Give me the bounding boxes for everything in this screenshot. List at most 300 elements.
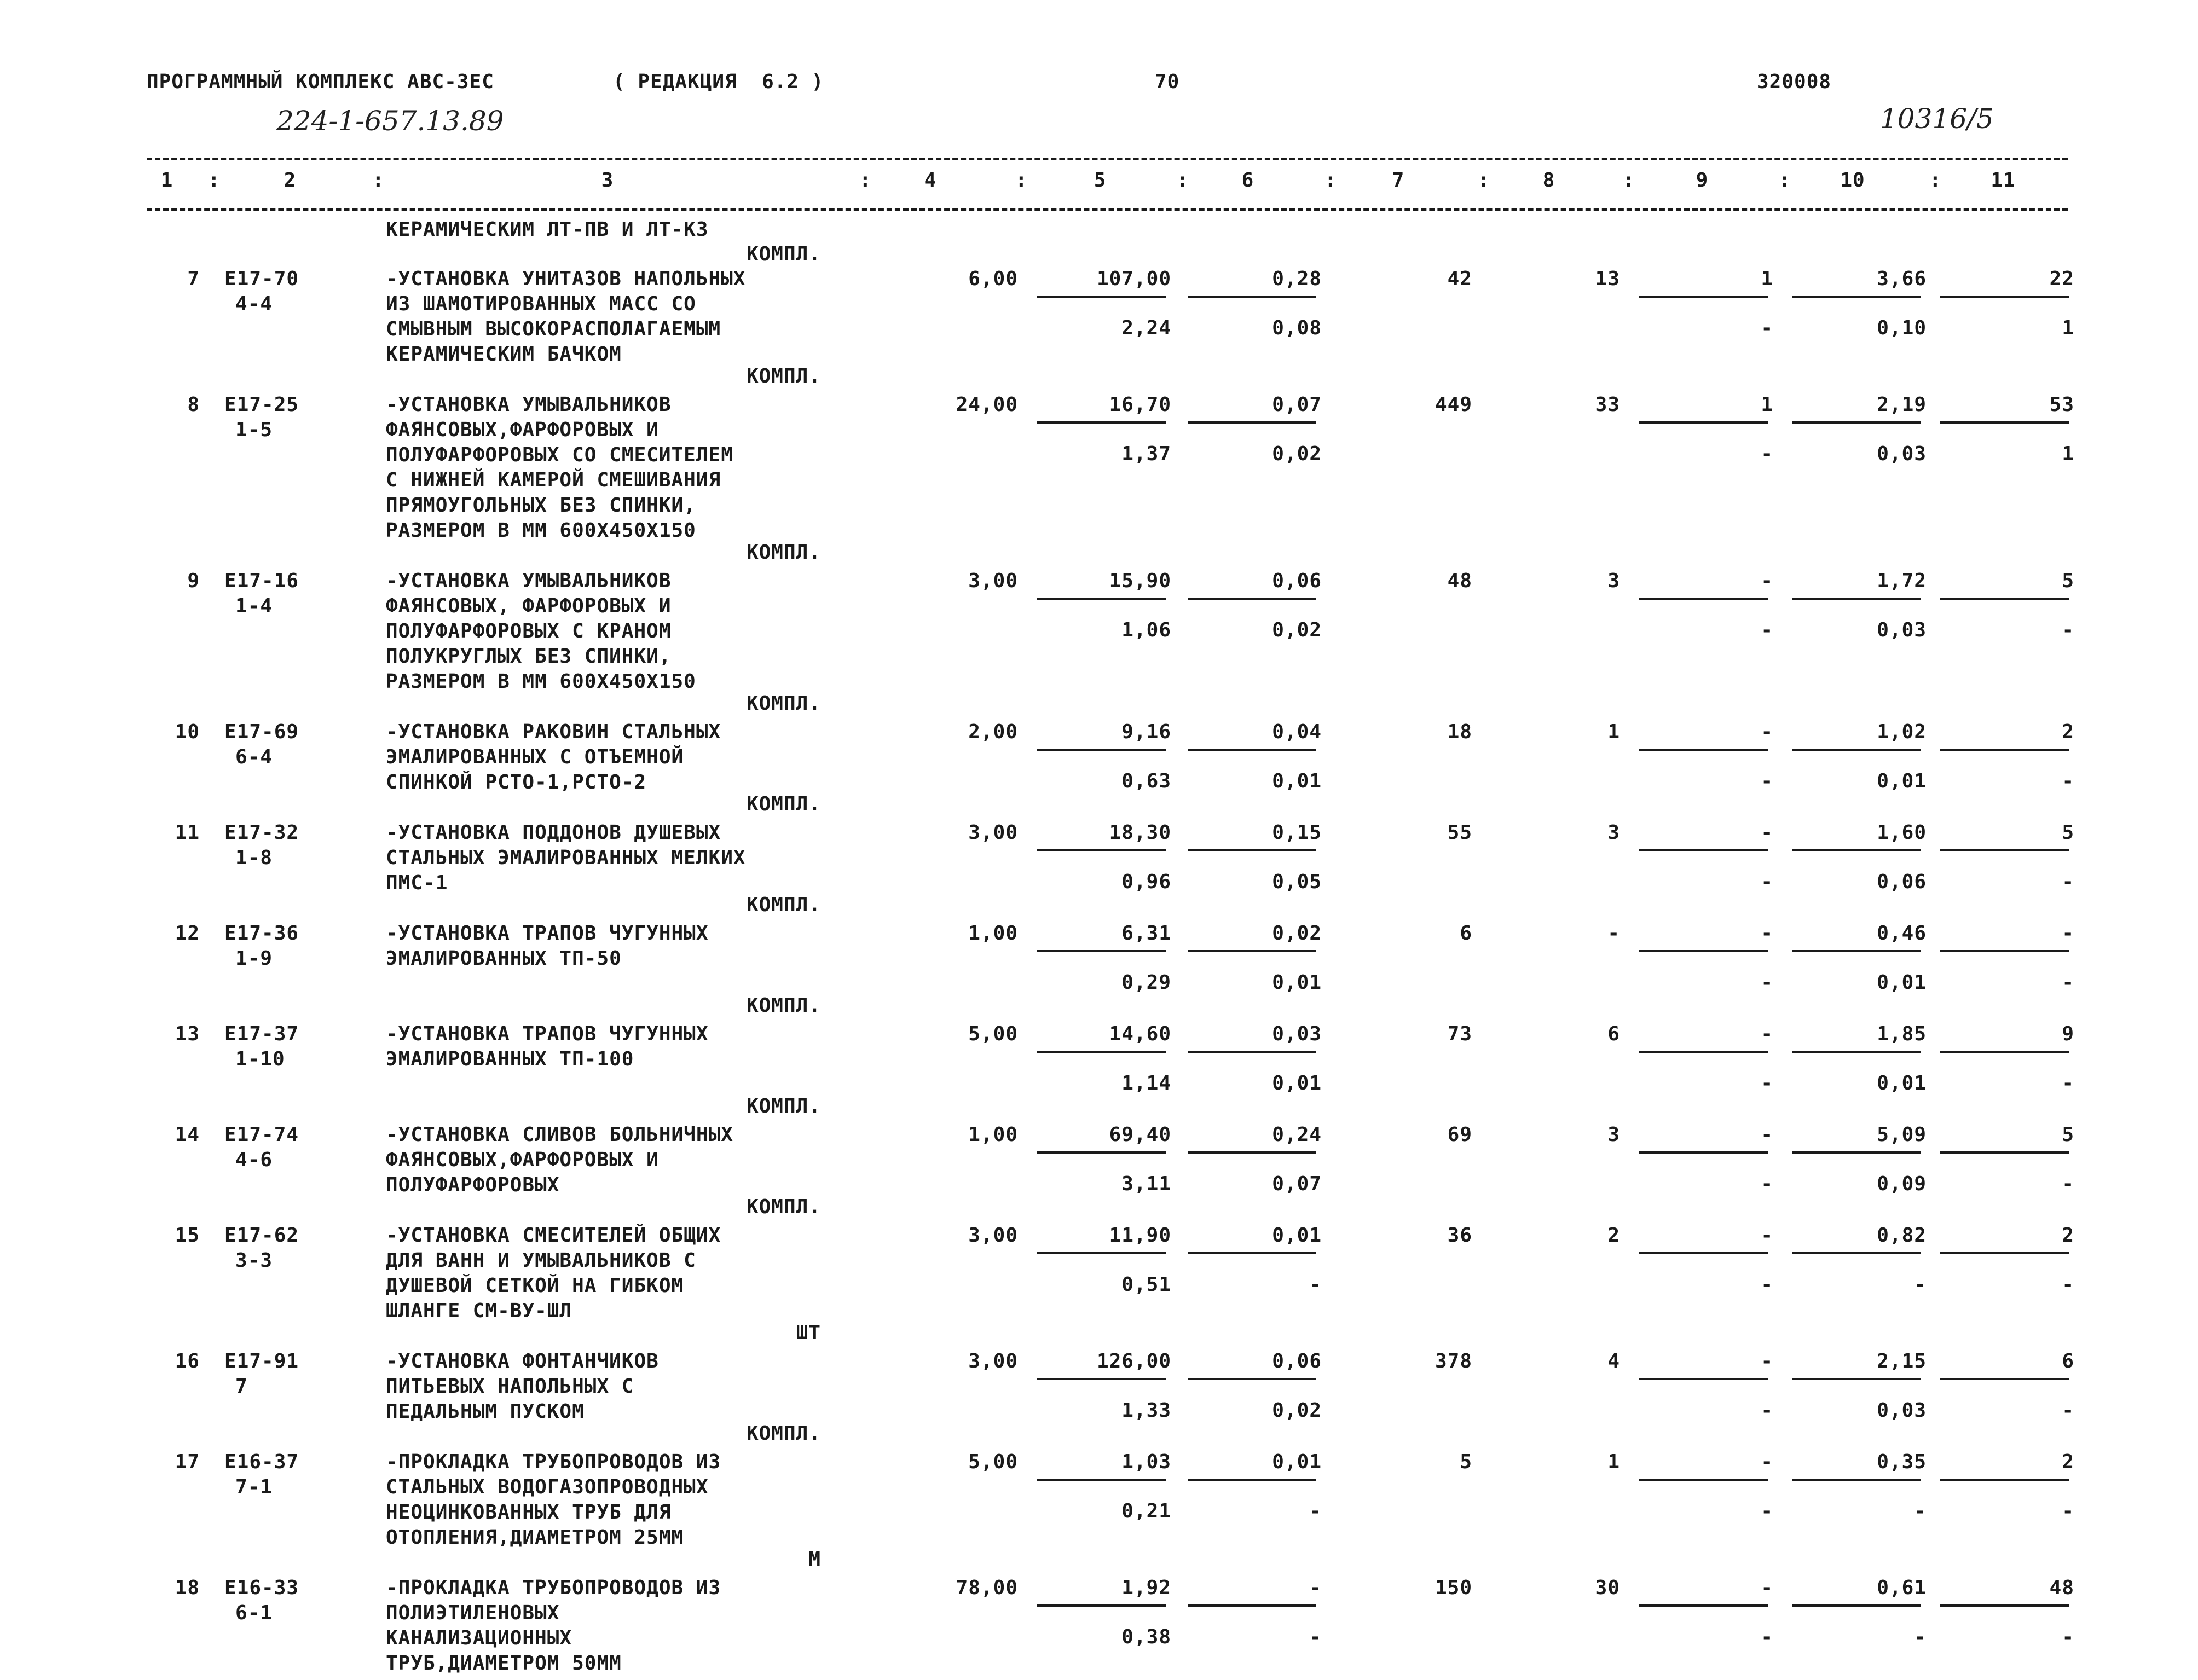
value-col-10-lower: 0,03 (1877, 619, 1927, 641)
value-col-9: - (1761, 1577, 1773, 1599)
value-col-8: 1 (1607, 721, 1620, 743)
unit-of-measure: КОМПЛ. (746, 365, 821, 387)
rate-subcode: 6-1 (235, 1602, 273, 1624)
column-header-5: 5 (1094, 169, 1107, 192)
value-col-7: 48 (1447, 570, 1472, 592)
value-col-7: 18 (1447, 721, 1472, 743)
fraction-bar-c9 (1639, 1479, 1768, 1481)
value-col-7: 73 (1447, 1023, 1472, 1045)
unit-of-measure: КОМПЛ. (746, 1095, 821, 1117)
rate-code: Е17-91 (224, 1350, 299, 1372)
work-description-line: СТАЛЬНЫХ ЭМАЛИРОВАННЫХ МЕЛКИХ (386, 847, 746, 869)
value-col-10-lower: 0,01 (1877, 770, 1927, 792)
value-col-7: 378 (1435, 1350, 1472, 1372)
value-col-10: 0,46 (1877, 922, 1927, 945)
value-col-11: 53 (2049, 393, 2074, 416)
value-col-11-lower: - (2062, 1173, 2074, 1195)
column-header-2: 2 (284, 169, 297, 192)
work-description-line: -УСТАНОВКА УМЫВАЛЬНИКОВ (386, 393, 672, 416)
work-description-line: -ПРОКЛАДКА ТРУБОПРОВОДОВ ИЗ (386, 1577, 721, 1599)
column-separator: : (1929, 169, 1942, 192)
fraction-bar-c5 (1037, 950, 1166, 952)
fraction-bar-c5 (1037, 1151, 1166, 1154)
value-col-6-lower: 0,02 (1272, 1399, 1322, 1422)
value-col-11: 5 (2062, 570, 2074, 592)
fraction-bar-c5 (1037, 1378, 1166, 1380)
value-col-8: 3 (1607, 570, 1620, 592)
value-col-11: 9 (2062, 1023, 2074, 1045)
rate-subcode: 1-5 (235, 419, 273, 441)
fraction-bar-c5 (1037, 849, 1166, 851)
value-col-5-lower: 1,14 (1121, 1072, 1171, 1094)
value-col-8: - (1607, 922, 1620, 945)
work-description-line: СТАЛЬНЫХ ВОДОГАЗОПРОВОДНЫХ (386, 1476, 709, 1498)
fraction-bar-c9 (1639, 421, 1768, 424)
value-col-5-lower: 1,37 (1121, 443, 1171, 465)
work-description-line: РАЗМЕРОМ В ММ 600Х450Х150 (386, 670, 696, 693)
fraction-bar-c5 (1037, 1252, 1166, 1254)
value-col-11-lower: 1 (2062, 317, 2074, 339)
value-col-5: 6,31 (1121, 922, 1171, 945)
value-col-11-lower: - (2062, 1626, 2074, 1648)
value-col-10-lower: - (1914, 1273, 1927, 1296)
item-number: 18 (175, 1577, 200, 1599)
value-col-6-lower: - (1309, 1626, 1322, 1648)
column-separator: : (859, 169, 872, 192)
value-col-9-lower: - (1761, 1173, 1773, 1195)
fraction-bar-c6 (1188, 1151, 1316, 1154)
fraction-bar-c5 (1037, 1604, 1166, 1607)
value-col-11: 2 (2062, 1224, 2074, 1247)
value-col-9: 1 (1761, 268, 1773, 290)
value-col-9: - (1761, 1451, 1773, 1473)
header-rule-top (147, 158, 2068, 160)
fraction-bar-c9 (1639, 1252, 1768, 1254)
rate-code: Е17-70 (224, 268, 299, 290)
fraction-bar-c11 (1940, 749, 2069, 751)
value-col-11-lower: - (2062, 770, 2074, 792)
fraction-bar-c10 (1792, 950, 1921, 952)
value-col-6-lower: - (1309, 1273, 1322, 1296)
value-col-6: - (1309, 1577, 1322, 1599)
value-col-6-lower: 0,01 (1272, 1072, 1322, 1094)
value-col-8: 3 (1607, 1123, 1620, 1146)
fraction-bar-c11 (1940, 1378, 2069, 1380)
fraction-bar-c9 (1639, 296, 1768, 298)
work-description-line: ФАЯНСОВЫХ, ФАРФОРОВЫХ И (386, 595, 672, 617)
column-header-3: 3 (601, 169, 614, 192)
value-col-6-lower: 0,01 (1272, 770, 1322, 792)
value-col-10: 5,09 (1877, 1123, 1927, 1146)
value-col-8: 3 (1607, 821, 1620, 844)
item-number: 8 (187, 393, 200, 416)
value-col-5: 11,90 (1109, 1224, 1171, 1247)
column-separator: : (1177, 169, 1189, 192)
value-col-6: 0,02 (1272, 922, 1322, 945)
fraction-bar-c10 (1792, 598, 1921, 600)
fraction-bar-c10 (1792, 1151, 1921, 1154)
prev-item-tail-text: КЕРАМИЧЕСКИМ ЛТ-ПВ И ЛТ-КЗ (386, 218, 709, 241)
fraction-bar-c9 (1639, 1378, 1768, 1380)
value-col-11: 5 (2062, 1123, 2074, 1146)
item-number: 16 (175, 1350, 200, 1372)
work-description-line: -УСТАНОВКА СЛИВОВ БОЛЬНИЧНЫХ (386, 1123, 733, 1146)
value-col-11-lower: - (2062, 619, 2074, 641)
value-col-9-lower: - (1761, 1399, 1773, 1422)
fraction-bar-c6 (1188, 749, 1316, 751)
value-col-6: 0,01 (1272, 1224, 1322, 1247)
value-col-10: 1,60 (1877, 821, 1927, 844)
value-col-9-lower: - (1761, 619, 1773, 641)
column-separator: : (1324, 169, 1337, 192)
value-col-6-lower: - (1309, 1500, 1322, 1522)
rate-subcode: 1-9 (235, 947, 273, 970)
value-col-10-lower: 0,06 (1877, 871, 1927, 893)
fraction-bar-c10 (1792, 421, 1921, 424)
fraction-bar-c6 (1188, 296, 1316, 298)
item-number: 7 (187, 268, 200, 290)
fraction-bar-c5 (1037, 749, 1166, 751)
value-col-6: 0,03 (1272, 1023, 1322, 1045)
rate-code: Е17-69 (224, 721, 299, 743)
fraction-bar-c11 (1940, 1051, 2069, 1053)
work-description-line: -УСТАНОВКА ТРАПОВ ЧУГУННЫХ (386, 922, 709, 945)
column-separator: : (372, 169, 385, 192)
value-col-9: - (1761, 1350, 1773, 1372)
rate-code: Е17-25 (224, 393, 299, 416)
item-number: 13 (175, 1023, 200, 1045)
value-col-11: 2 (2062, 1451, 2074, 1473)
value-col-10-lower: 0,01 (1877, 1072, 1927, 1094)
work-description-line: ПРЯМОУГОЛЬНЫХ БЕЗ СПИНКИ, (386, 494, 696, 517)
value-col-8: 1 (1607, 1451, 1620, 1473)
value-col-4: 24,00 (956, 393, 1018, 416)
fraction-bar-c6 (1188, 849, 1316, 851)
value-col-10-lower: 0,03 (1877, 443, 1927, 465)
value-col-4: 1,00 (968, 1123, 1018, 1146)
fraction-bar-c11 (1940, 1604, 2069, 1607)
value-col-7: 150 (1435, 1577, 1472, 1599)
value-col-10-lower: 0,09 (1877, 1173, 1927, 1195)
unit-of-measure: КОМПЛ. (746, 1422, 821, 1445)
fraction-bar-c6 (1188, 950, 1316, 952)
value-col-7: 55 (1447, 821, 1472, 844)
rate-code: Е16-37 (224, 1451, 299, 1473)
value-col-7: 42 (1447, 268, 1472, 290)
value-col-11-lower: - (2062, 1273, 2074, 1296)
value-col-5: 16,70 (1109, 393, 1171, 416)
value-col-11: 48 (2049, 1577, 2074, 1599)
work-description-line: ШЛАНГЕ СМ-ВУ-ШЛ (386, 1300, 572, 1322)
fraction-bar-c6 (1188, 1479, 1316, 1481)
work-description-line: КЕРАМИЧЕСКИМ БАЧКОМ (386, 343, 622, 366)
value-col-9: - (1761, 922, 1773, 945)
value-col-6: 0,07 (1272, 393, 1322, 416)
work-description-line: ДЛЯ ВАНН И УМЫВАЛЬНИКОВ С (386, 1249, 696, 1272)
rate-subcode: 4-4 (235, 293, 273, 315)
work-description-line: НЕОЦИНКОВАННЫХ ТРУБ ДЛЯ (386, 1501, 672, 1523)
item-number: 15 (175, 1224, 200, 1247)
fraction-bar-c10 (1792, 1051, 1921, 1053)
rate-subcode: 1-8 (235, 847, 273, 869)
work-description-line: -ПРОКЛАДКА ТРУБОПРОВОДОВ ИЗ (386, 1451, 721, 1473)
item-number: 10 (175, 721, 200, 743)
value-col-10: 0,82 (1877, 1224, 1927, 1247)
work-description-line: -УСТАНОВКА УНИТАЗОВ НАПОЛЬНЫХ (386, 268, 746, 290)
rate-subcode: 3-3 (235, 1249, 273, 1272)
fraction-bar-c10 (1792, 749, 1921, 751)
value-col-5: 1,03 (1121, 1451, 1171, 1473)
work-description-line: ПИТЬЕВЫХ НАПОЛЬНЫХ С (386, 1375, 634, 1398)
value-col-10-lower: - (1914, 1626, 1927, 1648)
unit-of-measure: М (808, 1548, 821, 1571)
value-col-5-lower: 2,24 (1121, 317, 1171, 339)
fraction-bar-c11 (1940, 1252, 2069, 1254)
value-col-9-lower: - (1761, 1626, 1773, 1648)
fraction-bar-c5 (1037, 1479, 1166, 1481)
work-description-line: ИЗ ШАМОТИРОВАННЫХ МАСС СО (386, 293, 696, 315)
fraction-bar-c10 (1792, 1479, 1921, 1481)
value-col-10: 1,85 (1877, 1023, 1927, 1045)
item-number: 12 (175, 922, 200, 945)
header-rule-bottom (147, 208, 2068, 211)
value-col-6-lower: 0,02 (1272, 619, 1322, 641)
value-col-5-lower: 0,96 (1121, 871, 1171, 893)
rate-subcode: 7-1 (235, 1476, 273, 1498)
work-description-line: -УСТАНОВКА ПОДДОНОВ ДУШЕВЫХ (386, 821, 721, 844)
work-description-line: ТРУБ,ДИАМЕТРОМ 50ММ (386, 1652, 622, 1675)
value-col-9: - (1761, 821, 1773, 844)
fraction-bar-c11 (1940, 598, 2069, 600)
value-col-8: 2 (1607, 1224, 1620, 1247)
fraction-bar-c9 (1639, 1151, 1768, 1154)
value-col-6: 0,04 (1272, 721, 1322, 743)
column-header-9: 9 (1696, 169, 1709, 192)
fraction-bar-c10 (1792, 849, 1921, 851)
column-header-4: 4 (924, 169, 937, 192)
value-col-11-lower: - (2062, 1072, 2074, 1094)
column-header-7: 7 (1392, 169, 1405, 192)
value-col-9-lower: - (1761, 443, 1773, 465)
fraction-bar-c9 (1639, 1604, 1768, 1607)
column-separator: : (1779, 169, 1791, 192)
value-col-11: 6 (2062, 1350, 2074, 1372)
work-description-line: ПЕДАЛЬНЫМ ПУСКОМ (386, 1400, 585, 1423)
value-col-5: 14,60 (1109, 1023, 1171, 1045)
value-col-6-lower: 0,05 (1272, 871, 1322, 893)
fraction-bar-c11 (1940, 950, 2069, 952)
value-col-8: 30 (1595, 1577, 1620, 1599)
value-col-6: 0,06 (1272, 570, 1322, 592)
rate-code: Е16-33 (224, 1577, 299, 1599)
value-col-10-lower: 0,03 (1877, 1399, 1927, 1422)
value-col-5-lower: 1,06 (1121, 619, 1171, 641)
value-col-5: 69,40 (1109, 1123, 1171, 1146)
value-col-9-lower: - (1761, 1273, 1773, 1296)
value-col-5-lower: 0,21 (1121, 1500, 1171, 1522)
value-col-5-lower: 0,63 (1121, 770, 1171, 792)
value-col-4: 5,00 (968, 1451, 1018, 1473)
value-col-5: 1,92 (1121, 1577, 1171, 1599)
value-col-6: 0,06 (1272, 1350, 1322, 1372)
handwritten-doc-ref: 224-1-657.13.89 (276, 105, 504, 137)
value-col-4: 2,00 (968, 721, 1018, 743)
fraction-bar-c5 (1037, 421, 1166, 424)
work-description-line: СМЫВНЫМ ВЫСОКОРАСПОЛАГАЕМЫМ (386, 318, 721, 340)
report-code: 320008 (1757, 71, 1832, 93)
work-description-line: КАНАЛИЗАЦИОННЫХ (386, 1627, 572, 1649)
work-description-line: РАЗМЕРОМ В ММ 600Х450Х150 (386, 519, 696, 542)
value-col-11-lower: - (2062, 1399, 2074, 1422)
work-description-line: ПОЛУФАРФОРОВЫХ С КРАНОМ (386, 620, 672, 642)
value-col-5: 107,00 (1096, 268, 1171, 290)
value-col-4: 1,00 (968, 922, 1018, 945)
column-header-1: 1 (160, 169, 173, 192)
fraction-bar-c10 (1792, 1252, 1921, 1254)
value-col-11-lower: - (2062, 1500, 2074, 1522)
value-col-7: 6 (1460, 922, 1472, 945)
fraction-bar-c6 (1188, 1604, 1316, 1607)
value-col-11: 22 (2049, 268, 2074, 290)
value-col-9: - (1761, 570, 1773, 592)
value-col-10-lower: 0,10 (1877, 317, 1927, 339)
rate-subcode: 6-4 (235, 746, 273, 768)
unit-of-measure: КОМПЛ. (746, 541, 821, 564)
work-description-line: ПОЛУФАРФОРОВЫХ СО СМЕСИТЕЛЕМ (386, 444, 733, 466)
value-col-6: 0,24 (1272, 1123, 1322, 1146)
value-col-10: 0,35 (1877, 1451, 1927, 1473)
value-col-9-lower: - (1761, 1072, 1773, 1094)
work-description-line: -УСТАНОВКА СМЕСИТЕЛЕЙ ОБЩИХ (386, 1224, 721, 1247)
rate-code: Е17-16 (224, 570, 299, 592)
fraction-bar-c6 (1188, 598, 1316, 600)
work-description-line: ЭМАЛИРОВАННЫХ С ОТЪЕМНОЙ (386, 746, 684, 768)
column-header-11: 11 (1991, 169, 2016, 192)
rate-subcode: 1-4 (235, 595, 273, 617)
column-separator: : (208, 169, 221, 192)
value-col-10: 2,15 (1877, 1350, 1927, 1372)
unit-of-measure: КОМПЛ. (746, 692, 821, 715)
value-col-7: 36 (1447, 1224, 1472, 1247)
value-col-9: - (1761, 1123, 1773, 1146)
work-description-line: СПИНКОЙ РСТО-1,РСТО-2 (386, 771, 647, 793)
unit-of-measure: КОМПЛ. (746, 894, 821, 916)
value-col-6: 0,01 (1272, 1451, 1322, 1473)
item-number: 9 (187, 570, 200, 592)
fraction-bar-c11 (1940, 849, 2069, 851)
work-description-line: ЭМАЛИРОВАННЫХ ТП-100 (386, 1048, 634, 1070)
column-header-6: 6 (1241, 169, 1254, 192)
rate-code: Е17-36 (224, 922, 299, 945)
value-col-5-lower: 0,29 (1121, 971, 1171, 994)
value-col-6-lower: 0,08 (1272, 317, 1322, 339)
item-number: 11 (175, 821, 200, 844)
value-col-10-lower: - (1914, 1500, 1927, 1522)
fraction-bar-c11 (1940, 421, 2069, 424)
value-col-4: 3,00 (968, 821, 1018, 844)
value-col-4: 3,00 (968, 1224, 1018, 1247)
value-col-4: 3,00 (968, 1350, 1018, 1372)
value-col-8: 13 (1595, 268, 1620, 290)
column-separator: : (1015, 169, 1028, 192)
value-col-9: 1 (1761, 393, 1773, 416)
value-col-7: 69 (1447, 1123, 1472, 1146)
value-col-10-lower: 0,01 (1877, 971, 1927, 994)
value-col-4: 3,00 (968, 570, 1018, 592)
value-col-4: 6,00 (968, 268, 1018, 290)
fraction-bar-c5 (1037, 1051, 1166, 1053)
value-col-11: 2 (2062, 721, 2074, 743)
unit-of-measure: ШТ (796, 1322, 821, 1344)
item-number: 14 (175, 1123, 200, 1146)
value-col-5: 126,00 (1096, 1350, 1171, 1372)
fraction-bar-c6 (1188, 1252, 1316, 1254)
work-description-line: -УСТАНОВКА УМЫВАЛЬНИКОВ (386, 570, 672, 592)
value-col-10: 3,66 (1877, 268, 1927, 290)
value-col-8: 6 (1607, 1023, 1620, 1045)
value-col-6-lower: 0,02 (1272, 443, 1322, 465)
fraction-bar-c9 (1639, 749, 1768, 751)
fraction-bar-c11 (1940, 1151, 2069, 1154)
value-col-9-lower: - (1761, 770, 1773, 792)
value-col-10: 2,19 (1877, 393, 1927, 416)
value-col-9: - (1761, 1224, 1773, 1247)
page-number: 70 (1155, 71, 1180, 93)
value-col-6-lower: 0,07 (1272, 1173, 1322, 1195)
work-description-line: ДУШЕВОЙ СЕТКОЙ НА ГИБКОМ (386, 1275, 684, 1297)
value-col-4: 78,00 (956, 1577, 1018, 1599)
fraction-bar-c6 (1188, 1378, 1316, 1380)
work-description-line: -УСТАНОВКА ТРАПОВ ЧУГУННЫХ (386, 1023, 709, 1045)
program-name: ПРОГРАММНЫЙ КОМПЛЕКС АВС-3ЕС (147, 71, 494, 93)
fraction-bar-c5 (1037, 598, 1166, 600)
value-col-5-lower: 3,11 (1121, 1173, 1171, 1195)
value-col-9-lower: - (1761, 317, 1773, 339)
fraction-bar-c9 (1639, 950, 1768, 952)
value-col-5-lower: 0,51 (1121, 1273, 1171, 1296)
unit-of-measure: КОМПЛ. (746, 994, 821, 1017)
work-description-line: -УСТАНОВКА ФОНТАНЧИКОВ (386, 1350, 659, 1372)
value-col-9-lower: - (1761, 971, 1773, 994)
unit-of-measure: КОМПЛ. (746, 1196, 821, 1218)
fraction-bar-c6 (1188, 1051, 1316, 1053)
fraction-bar-c6 (1188, 421, 1316, 424)
value-col-6-lower: 0,01 (1272, 971, 1322, 994)
handwritten-sheet-ref: 10316/5 (1880, 103, 1994, 135)
value-col-11-lower: - (2062, 871, 2074, 893)
fraction-bar-c10 (1792, 1604, 1921, 1607)
rate-code: Е17-37 (224, 1023, 299, 1045)
fraction-bar-c9 (1639, 598, 1768, 600)
value-col-5-lower: 0,38 (1121, 1626, 1171, 1648)
value-col-4: 5,00 (968, 1023, 1018, 1045)
column-separator: : (1623, 169, 1635, 192)
work-description-line: ЭМАЛИРОВАННЫХ ТП-50 (386, 947, 622, 970)
column-header-8: 8 (1542, 169, 1555, 192)
work-description-line: -УСТАНОВКА РАКОВИН СТАЛЬНЫХ (386, 721, 721, 743)
work-description-line: ПМС-1 (386, 872, 448, 894)
fraction-bar-c11 (1940, 296, 2069, 298)
unit-of-measure: КОМПЛ. (746, 793, 821, 815)
value-col-10: 0,61 (1877, 1577, 1927, 1599)
column-header-10: 10 (1840, 169, 1865, 192)
prev-item-unit: КОМПЛ. (746, 243, 821, 265)
work-description-line: ОТОПЛЕНИЯ,ДИАМЕТРОМ 25ММ (386, 1526, 684, 1549)
work-description-line: ПОЛУФАРФОРОВЫХ (386, 1174, 560, 1196)
value-col-11: - (2062, 922, 2074, 945)
rate-subcode: 7 (235, 1375, 248, 1398)
value-col-6: 0,28 (1272, 268, 1322, 290)
